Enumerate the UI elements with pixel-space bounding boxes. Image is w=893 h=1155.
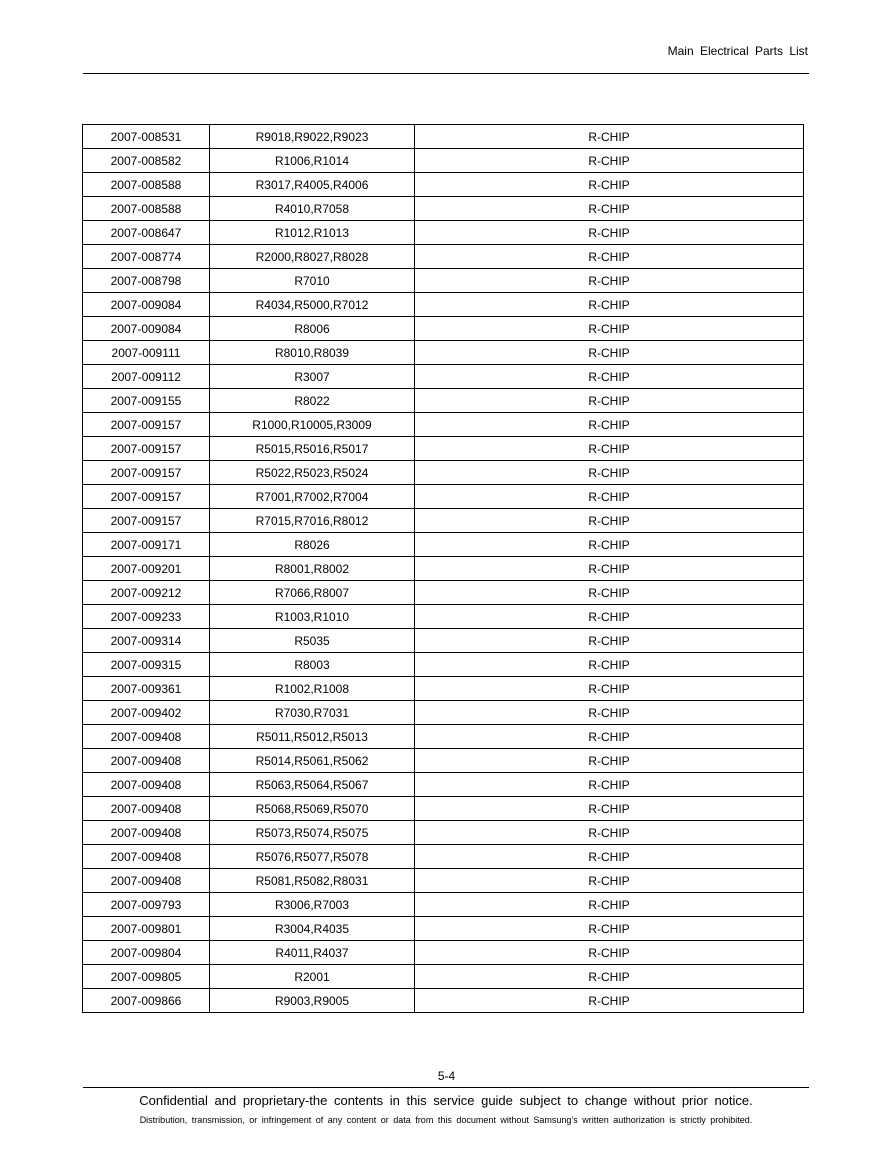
location-cell: R5015,R5016,R5017: [210, 437, 415, 461]
description-cell: R-CHIP: [415, 677, 804, 701]
description-cell: R-CHIP: [415, 485, 804, 509]
table-row: [83, 701, 804, 725]
table-row: [83, 197, 804, 221]
part-code-cell: 2007-009408: [83, 821, 210, 845]
table-row: [83, 869, 804, 893]
table-row: [83, 725, 804, 749]
description-cell: R-CHIP: [415, 197, 804, 221]
part-code-cell: 2007-009084: [83, 317, 210, 341]
description-cell: R-CHIP: [415, 269, 804, 293]
table-row: [83, 677, 804, 701]
table-row: [83, 317, 804, 341]
description-cell: R-CHIP: [415, 389, 804, 413]
table-row: [83, 605, 804, 629]
page-header-title: Main Electrical Parts List: [667, 44, 808, 58]
location-cell: R5014,R5061,R5062: [210, 749, 415, 773]
part-code-cell: 2007-009112: [83, 365, 210, 389]
part-code-cell: 2007-009805: [83, 965, 210, 989]
part-code-cell: 2007-009157: [83, 437, 210, 461]
table-row: [83, 245, 804, 269]
location-cell: R5011,R5012,R5013: [210, 725, 415, 749]
location-cell: R8003: [210, 653, 415, 677]
part-code-cell: 2007-009084: [83, 293, 210, 317]
description-cell: R-CHIP: [415, 797, 804, 821]
location-cell: R4010,R7058: [210, 197, 415, 221]
part-code-cell: 2007-009157: [83, 509, 210, 533]
part-code-cell: 2007-009408: [83, 749, 210, 773]
table-row: [83, 749, 804, 773]
header-divider: [83, 73, 809, 74]
location-cell: R3004,R4035: [210, 917, 415, 941]
location-cell: R8022: [210, 389, 415, 413]
description-cell: R-CHIP: [415, 965, 804, 989]
location-cell: R5068,R5069,R5070: [210, 797, 415, 821]
description-cell: R-CHIP: [415, 317, 804, 341]
location-cell: R7001,R7002,R7004: [210, 485, 415, 509]
description-cell: R-CHIP: [415, 629, 804, 653]
description-cell: R-CHIP: [415, 245, 804, 269]
location-cell: R3017,R4005,R4006: [210, 173, 415, 197]
part-code-cell: 2007-009793: [83, 893, 210, 917]
location-cell: R5035: [210, 629, 415, 653]
location-cell: R1006,R1014: [210, 149, 415, 173]
description-cell: R-CHIP: [415, 725, 804, 749]
description-cell: R-CHIP: [415, 557, 804, 581]
location-cell: R5076,R5077,R5078: [210, 845, 415, 869]
part-code-cell: 2007-009314: [83, 629, 210, 653]
description-cell: R-CHIP: [415, 173, 804, 197]
part-code-cell: 2007-009157: [83, 461, 210, 485]
part-code-cell: 2007-009408: [83, 725, 210, 749]
part-code-cell: 2007-008588: [83, 173, 210, 197]
part-code-cell: 2007-009155: [83, 389, 210, 413]
location-cell: R7010: [210, 269, 415, 293]
part-code-cell: 2007-009804: [83, 941, 210, 965]
table-row: [83, 941, 804, 965]
location-cell: R9003,R9005: [210, 989, 415, 1013]
location-cell: R7066,R8007: [210, 581, 415, 605]
table-row: [83, 845, 804, 869]
description-cell: R-CHIP: [415, 701, 804, 725]
table-row: [83, 893, 804, 917]
table-row: [83, 917, 804, 941]
part-code-cell: 2007-009212: [83, 581, 210, 605]
part-code-cell: 2007-009408: [83, 773, 210, 797]
part-code-cell: 2007-008798: [83, 269, 210, 293]
table-row: [83, 269, 804, 293]
table-row: [83, 293, 804, 317]
location-cell: R2000,R8027,R8028: [210, 245, 415, 269]
part-code-cell: 2007-009801: [83, 917, 210, 941]
description-cell: R-CHIP: [415, 581, 804, 605]
location-cell: R1012,R1013: [210, 221, 415, 245]
part-code-cell: 2007-009171: [83, 533, 210, 557]
table-row: [83, 773, 804, 797]
table-row: [83, 149, 804, 173]
location-cell: R8006: [210, 317, 415, 341]
location-cell: R5022,R5023,R5024: [210, 461, 415, 485]
description-cell: R-CHIP: [415, 149, 804, 173]
location-cell: R1002,R1008: [210, 677, 415, 701]
location-cell: R5073,R5074,R5075: [210, 821, 415, 845]
part-code-cell: 2007-009361: [83, 677, 210, 701]
location-cell: R8010,R8039: [210, 341, 415, 365]
parts-list-body: [83, 125, 804, 1013]
part-code-cell: 2007-009201: [83, 557, 210, 581]
table-row: [83, 557, 804, 581]
table-row: [83, 221, 804, 245]
description-cell: R-CHIP: [415, 941, 804, 965]
footer-divider: [83, 1087, 809, 1088]
parts-list-table: [82, 124, 804, 1013]
part-code-cell: 2007-009866: [83, 989, 210, 1013]
description-cell: R-CHIP: [415, 749, 804, 773]
description-cell: R-CHIP: [415, 125, 804, 149]
part-code-cell: 2007-009157: [83, 413, 210, 437]
part-code-cell: 2007-009408: [83, 869, 210, 893]
table-row: [83, 533, 804, 557]
table-row: [83, 413, 804, 437]
table-row: [83, 965, 804, 989]
location-cell: R7030,R7031: [210, 701, 415, 725]
part-code-cell: 2007-009233: [83, 605, 210, 629]
description-cell: R-CHIP: [415, 605, 804, 629]
location-cell: R3007: [210, 365, 415, 389]
location-cell: R1000,R10005,R3009: [210, 413, 415, 437]
table-row: [83, 629, 804, 653]
description-cell: R-CHIP: [415, 845, 804, 869]
table-row: [83, 341, 804, 365]
description-cell: R-CHIP: [415, 461, 804, 485]
location-cell: R9018,R9022,R9023: [210, 125, 415, 149]
distribution-notice: Distribution, transmission, or infringement of any content or data from this document without Samsung’s written authorization is strictly prohibited.: [139, 1115, 753, 1125]
description-cell: R-CHIP: [415, 533, 804, 557]
part-code-cell: 2007-008588: [83, 197, 210, 221]
location-cell: R3006,R7003: [210, 893, 415, 917]
description-cell: R-CHIP: [415, 893, 804, 917]
table-row: [83, 989, 804, 1013]
description-cell: R-CHIP: [415, 989, 804, 1013]
description-cell: R-CHIP: [415, 221, 804, 245]
part-code-cell: 2007-009408: [83, 845, 210, 869]
description-cell: R-CHIP: [415, 509, 804, 533]
table-row: [83, 653, 804, 677]
table-row: [83, 389, 804, 413]
table-row: [83, 365, 804, 389]
description-cell: R-CHIP: [415, 821, 804, 845]
description-cell: R-CHIP: [415, 365, 804, 389]
description-cell: R-CHIP: [415, 293, 804, 317]
part-code-cell: 2007-009315: [83, 653, 210, 677]
location-cell: R7015,R7016,R8012: [210, 509, 415, 533]
part-code-cell: 2007-009111: [83, 341, 210, 365]
table-row: [83, 581, 804, 605]
table-row: [83, 125, 804, 149]
location-cell: R5081,R5082,R8031: [210, 869, 415, 893]
description-cell: R-CHIP: [415, 653, 804, 677]
location-cell: R5063,R5064,R5067: [210, 773, 415, 797]
description-cell: R-CHIP: [415, 773, 804, 797]
location-cell: R8026: [210, 533, 415, 557]
location-cell: R1003,R1010: [210, 605, 415, 629]
location-cell: R8001,R8002: [210, 557, 415, 581]
table-row: [83, 485, 804, 509]
table-row: [83, 461, 804, 485]
part-code-cell: 2007-008582: [83, 149, 210, 173]
part-code-cell: 2007-009408: [83, 797, 210, 821]
description-cell: R-CHIP: [415, 341, 804, 365]
part-code-cell: 2007-008531: [83, 125, 210, 149]
part-code-cell: 2007-008647: [83, 221, 210, 245]
part-code-cell: 2007-008774: [83, 245, 210, 269]
description-cell: R-CHIP: [415, 869, 804, 893]
table-row: [83, 173, 804, 197]
description-cell: R-CHIP: [415, 413, 804, 437]
table-row: [83, 821, 804, 845]
part-code-cell: 2007-009402: [83, 701, 210, 725]
description-cell: R-CHIP: [415, 437, 804, 461]
page-number: 5-4: [437, 1069, 456, 1083]
location-cell: R4034,R5000,R7012: [210, 293, 415, 317]
table-row: [83, 509, 804, 533]
description-cell: R-CHIP: [415, 917, 804, 941]
confidential-notice: Confidential and proprietary-the contents in this service guide subject to change without prior notice.: [139, 1093, 753, 1108]
location-cell: R4011,R4037: [210, 941, 415, 965]
table-row: [83, 797, 804, 821]
location-cell: R2001: [210, 965, 415, 989]
part-code-cell: 2007-009157: [83, 485, 210, 509]
table-row: [83, 437, 804, 461]
